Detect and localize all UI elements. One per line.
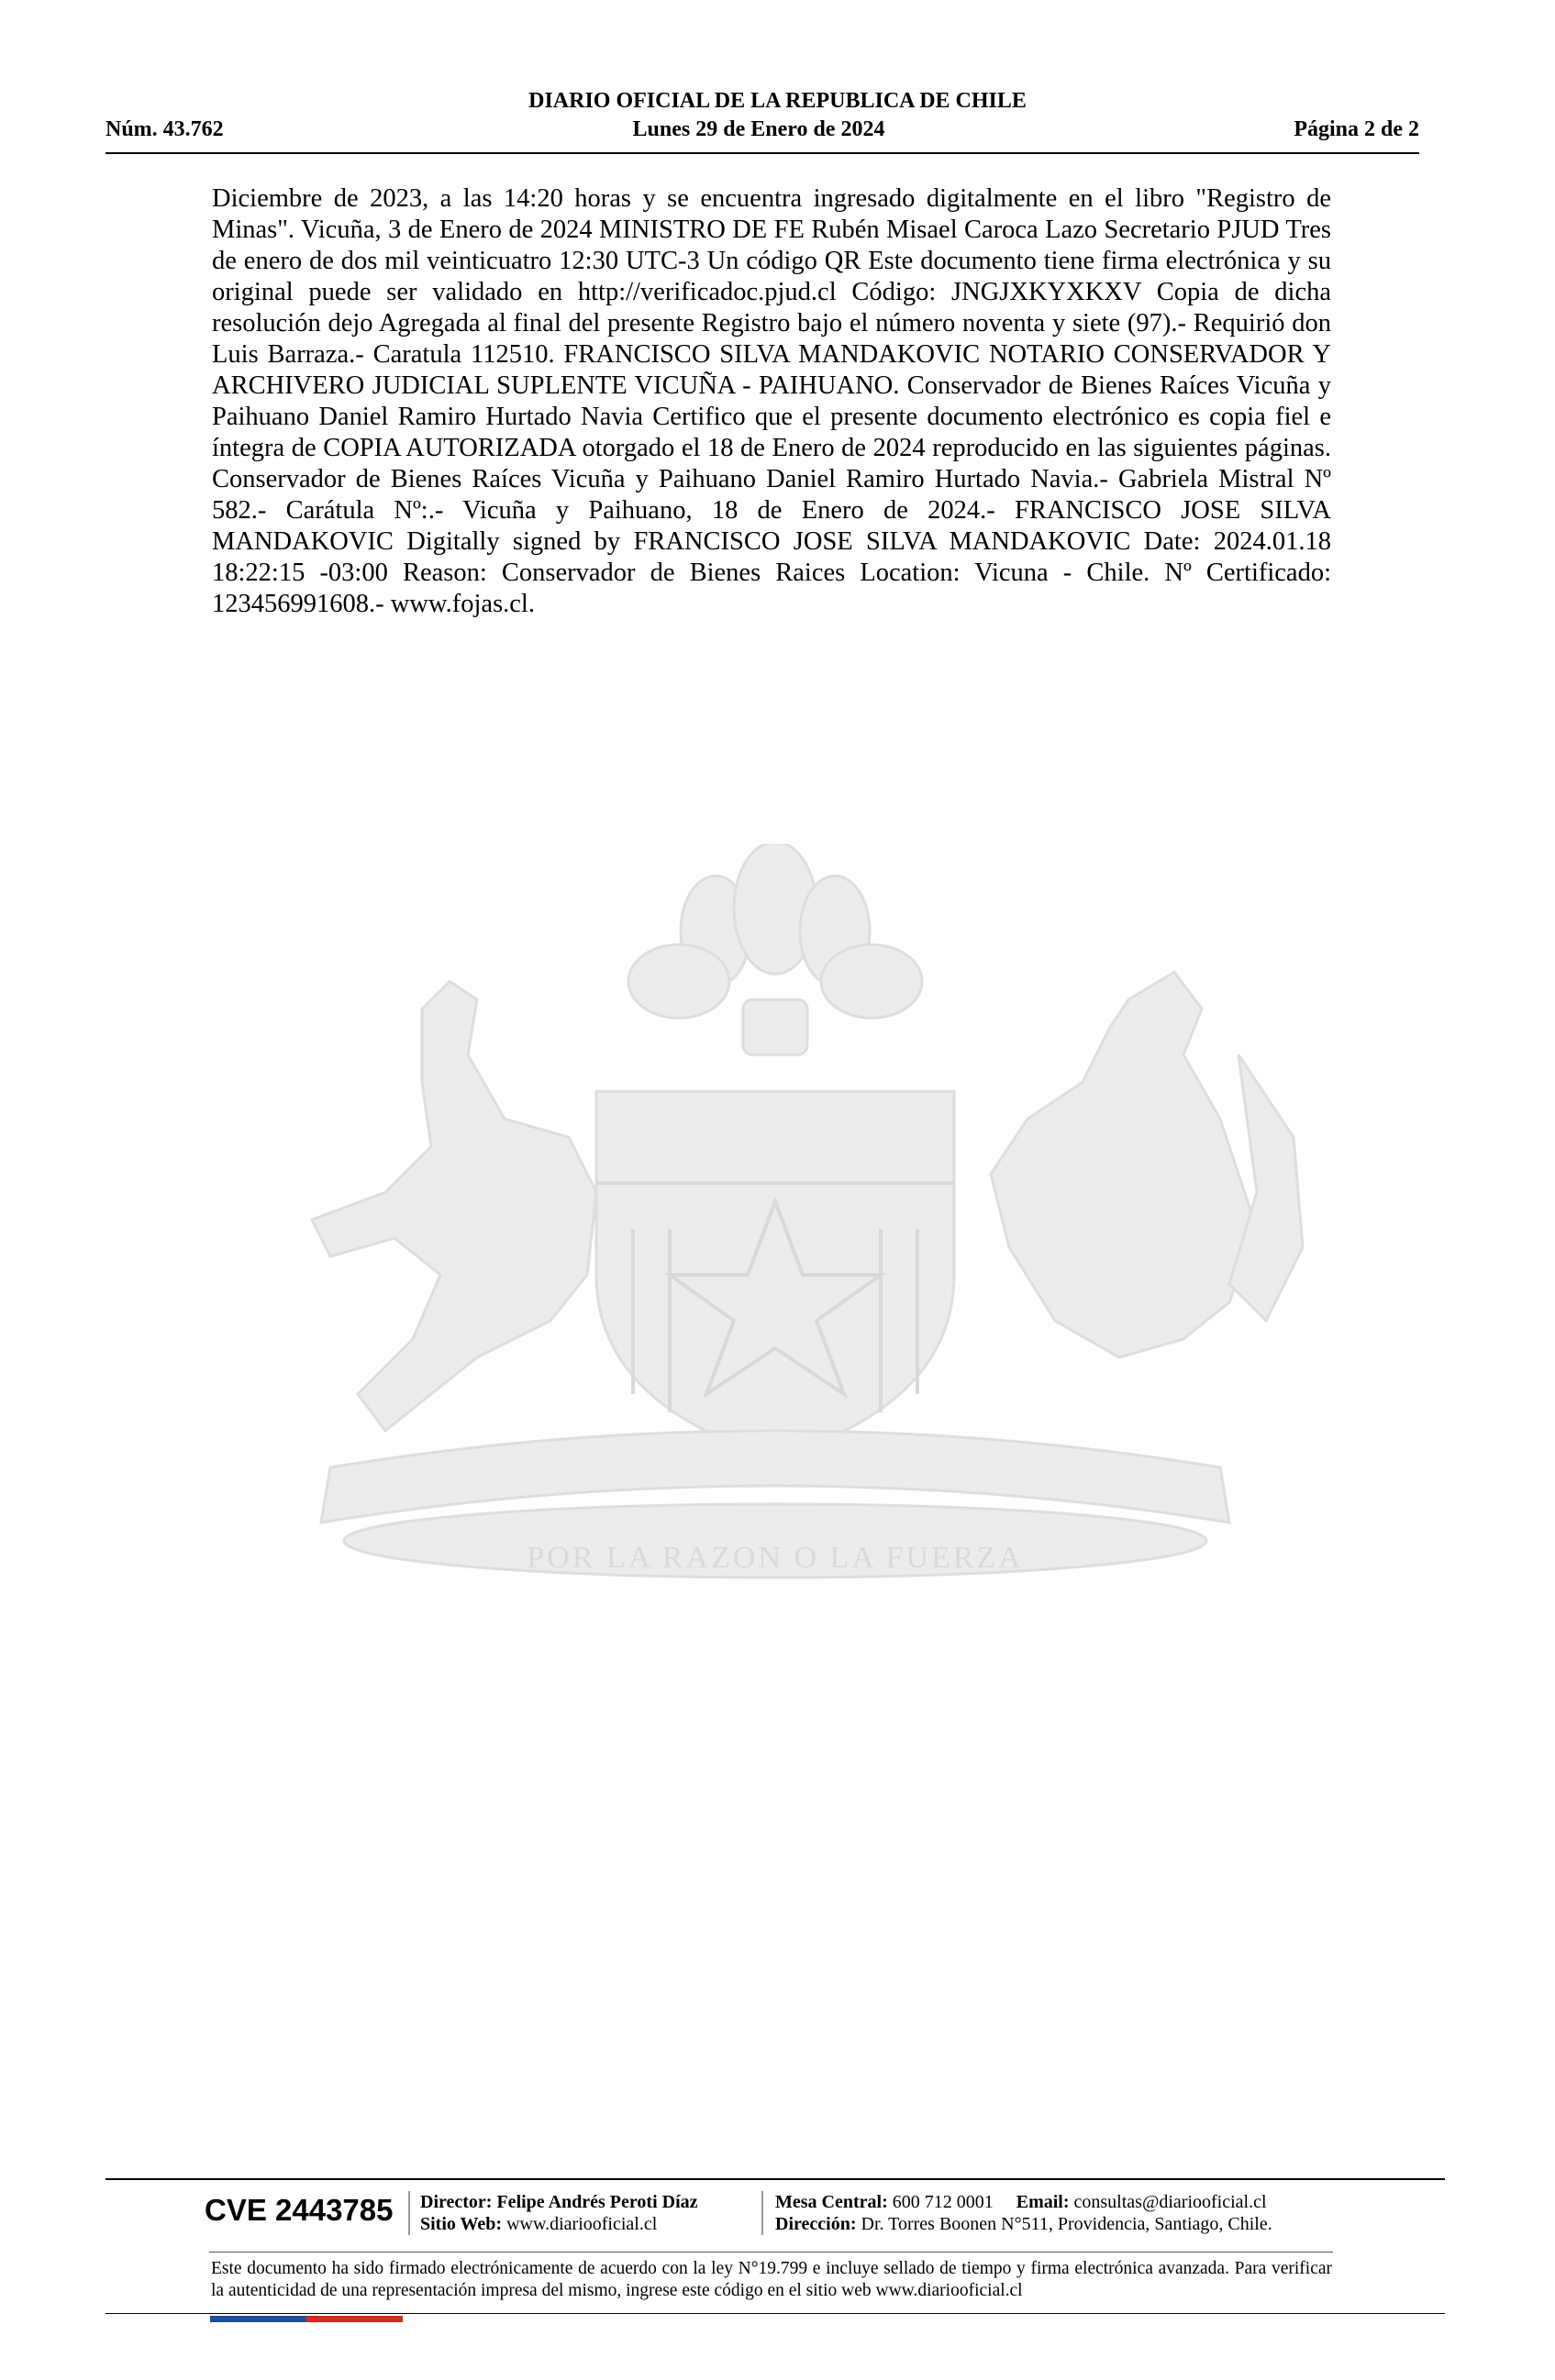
website-label: Sitio Web:: [420, 2214, 503, 2234]
page-indicator: Página 2 de 2: [1294, 117, 1419, 141]
phone-number: 600 712 0001: [892, 2192, 994, 2212]
email-link[interactable]: consultas@diariooficial.cl: [1073, 2192, 1267, 2212]
email-label: Email:: [1016, 2192, 1070, 2212]
footer-separator: [761, 2191, 763, 2235]
legal-notice-text: Este documento ha sido firmado electrónicamente de acuerdo con la ley N°19.799 e incluye sellado de tiempo y firma electrónica avanzada. Para verificar la autenticidad de una representación impresa del mismo, ingrese este código en el sitio web www.diariooficial.cl: [211, 2259, 1332, 2300]
body-paragraph: Diciembre de 2023, a las 14:20 horas y se encuentra ingresado digitalmente en el libro "Registro de Minas". Vicuña, 3 de Enero de 2024 MINISTRO DE FE Rubén Misael Caroca Lazo Secretario PJUD Tres de enero de dos mil veinticuatro 12:30 UTC-3 Un código QR Este documento tiene firma electrónica y su original puede ser validado en http://verificadoc.pjud.cl Código: JNGJXKYXKXV Copia de dicha resolución dejo Agregada al final del presente Registro bajo el número noventa y siete (97).- Requirió don Luis Barraza.- Caratula 112510. FRANCISCO SILVA MANDAKOVIC NOTARIO CONSERVADOR Y ARCHIVERO JUDICIAL SUPLENTE VICUÑA - PAIHUANO. Conservador de Bienes Raíces Vicuña y Paihuano Daniel Ramiro Hurtado Navia Certifico que el presente documento electrónico es copia fiel e íntegra de COPIA AUTORIZADA otorgado el 18 de Enero de 2024 reproducido en las siguientes páginas. Conservador de Bienes Raíces Vicuña y Paihuano Daniel Ramiro Hurtado Navia.- Gabriela Mistral Nº 582.- Carátula Nº:.- Vicuña y Paihuano, 18 de Enero de 2024.- FRANCISCO JOSE SILVA MANDAKOVIC Digitally signed by FRANCISCO JOSE SILVA MANDAKOVIC Date: 2024.01.18 18:22:15 -03:00 Reason: Conservador de Bienes Raices Location: Vicuna - Chile. Nº Certificado: 123456991608.- www.fojas.cl.: [212, 184, 1331, 618]
footer-info: [202, 2186, 1339, 2237]
coat-of-arms-motto: POR LA RAZON O LA FUERZA: [527, 1541, 1024, 1575]
director-label: Director:: [420, 2192, 493, 2212]
flag-blue-segment: [210, 2316, 306, 2322]
header-bar: [106, 117, 1419, 142]
footer-divider-mid: [209, 2252, 1333, 2253]
footer-divider-top: [106, 2178, 1445, 2180]
director-name: Felipe Andrés Peroti Díaz: [496, 2192, 698, 2212]
issue-date: Lunes 29 de Enero de 2024: [632, 117, 885, 141]
document-body: [212, 183, 1331, 620]
footer-separator: [408, 2191, 410, 2235]
header-divider: [106, 152, 1419, 154]
flag-color-bar: [210, 2316, 403, 2322]
flag-red-segment: [306, 2316, 403, 2322]
issue-number: Núm. 43.762: [106, 117, 224, 141]
publication-title: DIARIO OFICIAL DE LA REPUBLICA DE CHILE: [528, 89, 1027, 113]
cve-code: CVE 2443785: [205, 2193, 394, 2227]
address-text: Dr. Torres Boonen N°511, Providencia, Santiago, Chile.: [861, 2214, 1272, 2234]
footer-director-block: [420, 2191, 698, 2235]
address-label: Dirección:: [775, 2214, 857, 2234]
coat-of-arms-icon: [202, 844, 1349, 1633]
footer-divider-bottom: [106, 2313, 1445, 2314]
footer-contact-block: [775, 2191, 1272, 2235]
legal-notice: [211, 2258, 1332, 2302]
phone-label: Mesa Central:: [775, 2192, 888, 2212]
website-link[interactable]: www.diariooficial.cl: [506, 2214, 658, 2234]
